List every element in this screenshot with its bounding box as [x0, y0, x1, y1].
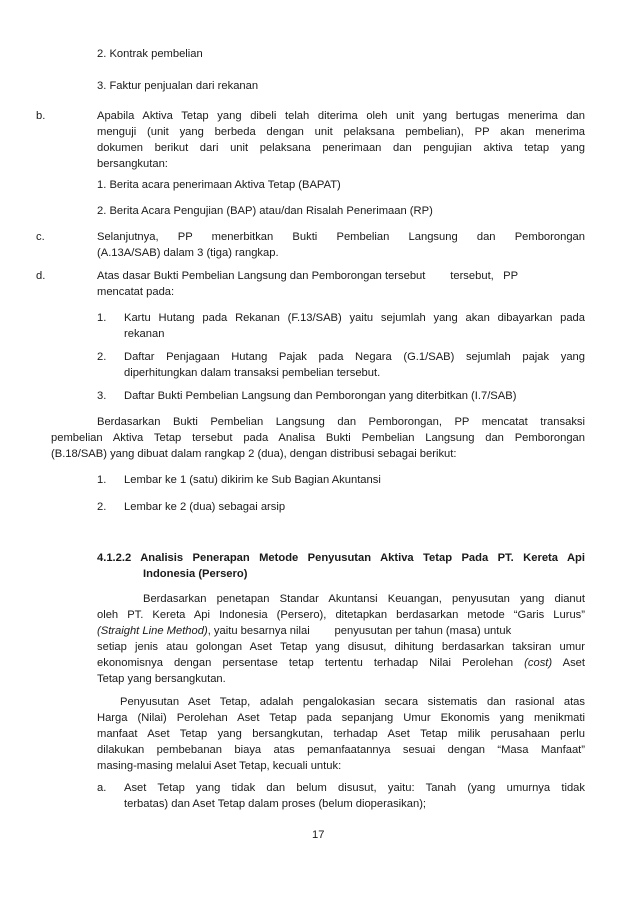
distribution-item: Lembar ke 2 (dua) sebagai arsip — [124, 501, 286, 513]
item-c-marker: c. — [36, 231, 45, 243]
italic-term: (cost) — [524, 657, 553, 669]
item-a-marker: a. — [97, 782, 107, 794]
distribution-number: 1. — [97, 474, 107, 486]
item-b-marker: b. — [36, 110, 46, 122]
paragraph-line: dilakukan pembebanan biaya atas pemanfaatannya sesuai dengan “Masa Manfaat” — [97, 744, 585, 756]
item-d-marker: d. — [36, 270, 46, 282]
list-item-kontrak: 2. Kontrak pembelian — [97, 48, 203, 60]
item-d-1-line: Kartu Hutang pada Rekanan (F.13/SAB) yaitu sejumlah yang akan dibayarkan pada — [124, 312, 585, 324]
paragraph-line: Tetap yang bersangkutan. — [97, 673, 226, 685]
item-b-sub1: 1. Berita acara penerimaan Aktiva Tetap (BAPAT) — [97, 179, 341, 191]
distribution-item: Lembar ke 1 (satu) dikirim ke Sub Bagian Akuntansi — [124, 474, 381, 486]
item-d-1-number: 1. — [97, 312, 107, 324]
paragraph-text: , yaitu besarnya nilai penyusutan per tahun (masa) untuk — [207, 625, 512, 637]
item-b-line: dokumen berikut dari unit pelaksana penerimaan dan pengujian aktiva tetap yang — [97, 142, 585, 154]
item-b-sub2: 2. Berita Acara Pengujian (BAP) atau/dan Risalah Penerimaan (RP) — [97, 205, 433, 217]
item-c-line: (A.13A/SAB) dalam 3 (tiga) rangkap. — [97, 247, 279, 259]
section-heading: 4.1.2.2 Analisis Penerapan Metode Penyusutan Aktiva Tetap Pada PT. Kereta Api — [97, 552, 585, 564]
paragraph-line: Berdasarkan Bukti Pembelian Langsung dan Pemborongan, PP mencatat transaksi — [97, 416, 585, 428]
paragraph-text: Aset — [552, 657, 585, 669]
paragraph-line: Harga (Nilai) Perolehan Aset Tetap pada sepanjang Umur Ekonomis yang menikmati — [97, 712, 585, 724]
distribution-number: 2. — [97, 501, 107, 513]
paragraph-line: masing-masing melalui Aset Tetap, kecuali untuk: — [97, 760, 342, 772]
paragraph-line: manfaat Aset Tetap yang bersangkutan, terhadap Aset Tetap milik perusahaan perlu — [97, 728, 585, 740]
paragraph-line — [97, 623, 585, 639]
item-a-line: terbatas) dan Aset Tetap dalam proses (belum dioperasikan); — [124, 798, 427, 810]
paragraph-line — [97, 655, 585, 671]
item-c-line: Selanjutnya, PP menerbitkan Bukti Pembelian Langsung dan Pemborongan — [97, 231, 585, 243]
list-item-faktur: 3. Faktur penjualan dari rekanan — [97, 80, 259, 92]
paragraph-line: Penyusutan Aset Tetap, adalah pengalokasian secara sistematis dan rasional atas — [120, 696, 585, 708]
italic-term: (Straight Line Method) — [97, 625, 208, 637]
paragraph-line: (B.18/SAB) yang dibuat dalam rangkap 2 (dua), dengan distribusi sebagai berikut: — [51, 448, 457, 460]
item-d-2-line: Daftar Penjagaan Hutang Pajak pada Negara (G.1/SAB) sejumlah pajak yang — [124, 351, 585, 363]
paragraph-line: pembelian Aktiva Tetap tersebut pada Analisa Bukti Pembelian Langsung dan Pemborongan — [51, 432, 585, 444]
item-b-line: bersangkutan: — [97, 158, 168, 170]
item-b-line: menguji (unit yang berbeda dengan unit pelaksana pembelian), PP akan menerima — [97, 126, 585, 138]
item-d-3-line: Daftar Bukti Pembelian Langsung dan Pemborongan yang diterbitkan (I.7/SAB) — [124, 390, 517, 402]
item-d-2-number: 2. — [97, 351, 107, 363]
paragraph-line: oleh PT. Kereta Api Indonesia (Persero), ditetapkan berdasarkan metode “Garis Lurus” — [97, 609, 585, 621]
paragraph-text: ekonomisnya dengan persentase tetap tertentu terhadap Nilai Perolehan — [97, 657, 525, 669]
item-d-2-line: diperhitungkan dalam transaksi pembelian tersebut. — [124, 367, 381, 379]
item-d-line: mencatat pada: — [97, 286, 175, 298]
item-d-3-number: 3. — [97, 390, 107, 402]
item-b-line: Apabila Aktiva Tetap yang dibeli telah diterima oleh unit yang bertugas menerima dan — [97, 110, 585, 122]
page-number: 17 — [312, 829, 325, 841]
section-heading-cont: Indonesia (Persero) — [143, 568, 248, 580]
paragraph-line: Berdasarkan penetapan Standar Akuntansi Keuangan, penyusutan yang dianut — [143, 593, 585, 605]
item-d-1-line: rekanan — [124, 328, 165, 340]
paragraph-line: setiap jenis atau golongan Aset Tetap yang disusut, dihitung berdasarkan taksiran umur — [97, 641, 585, 653]
item-d-line: Atas dasar Bukti Pembelian Langsung dan Pemborongan tersebut tersebut, PP — [97, 270, 519, 282]
item-a-line: Aset Tetap yang tidak dan belum disusut, yaitu: Tanah (yang umurnya tidak — [124, 782, 585, 794]
